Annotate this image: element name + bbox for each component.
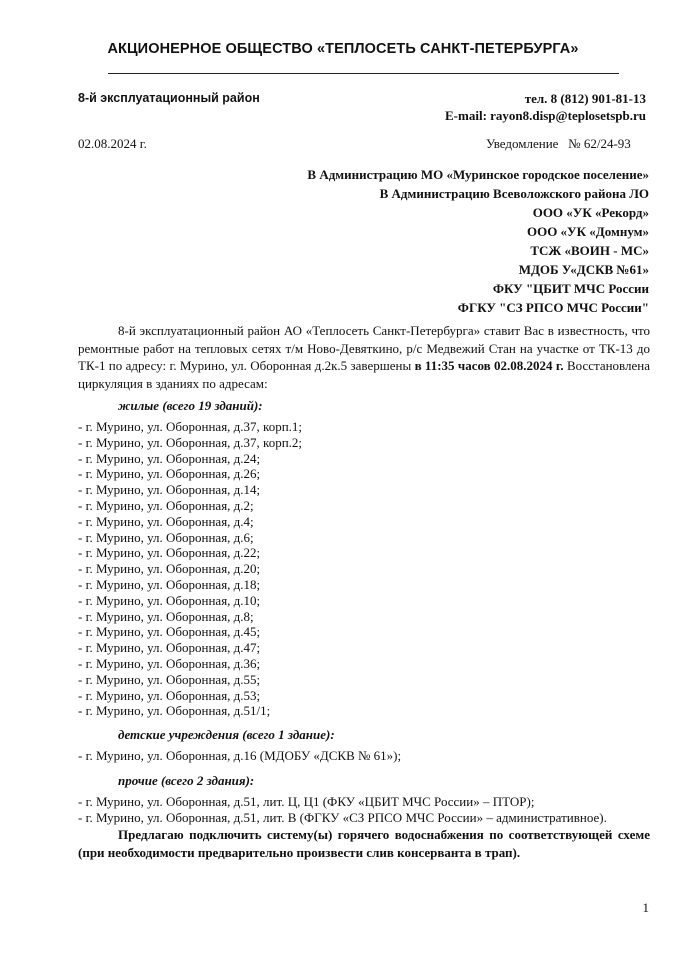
address-item: - г. Мурино, ул. Оборонная, д.37, корп.1; bbox=[78, 419, 303, 434]
page-number: 1 bbox=[642, 900, 649, 915]
addressee-line: ФГКУ "СЗ РПСО МЧС России" bbox=[457, 300, 649, 315]
addressee-line: ФКУ "ЦБИТ МЧС России bbox=[492, 281, 649, 296]
address-item: - г. Мурино, ул. Оборонная, д.26; bbox=[78, 466, 261, 482]
notice-number: Уведомление № 62/24-93 bbox=[486, 136, 631, 151]
addressee-line: МДОБ У«ДСКВ №61» bbox=[518, 262, 649, 277]
addressee-line: В Администрацию МО «Муринское городское поселение» bbox=[307, 167, 649, 182]
address-item: - г. Мурино, ул. Оборонная, д.16 (МДОБУ «ДСКВ № 61»); bbox=[78, 748, 402, 763]
residential-heading: жилые (всего 19 зданий): bbox=[118, 398, 263, 413]
address-item: - г. Мурино, ул. Оборонная, д.51/1; bbox=[78, 703, 271, 719]
address-item: - г. Мурино, ул. Оборонная, д.51, лит. Ц, Ц1 (ФКУ «ЦБИТ МЧС России» – ПТОР); bbox=[78, 794, 535, 809]
address-item: - г. Мурино, ул. Оборонная, д.53; bbox=[78, 687, 261, 703]
address-item: - г. Мурино, ул. Оборонная, д.18; bbox=[78, 576, 261, 592]
notice-paragraph bbox=[78, 322, 650, 392]
address-item: - г. Мурино, ул. Оборонная, д.6; bbox=[78, 529, 254, 545]
district-name: 8-й эксплуатационный район bbox=[78, 91, 260, 105]
address-item: - г. Мурино, ул. Оборонная, д.45; bbox=[78, 624, 261, 640]
paragraph-text: 8-й эксплуатационный район АО «Теплосеть Санкт-Петербурга» ставит Вас в известность, что ремонтные работ на тепловых сетях т/м Ново-Девяткино, р/с Медвежий Стан на участке от ТК-13 до ТК-1 по адресу: г. Мурино, ул. Оборонная д.2к.5 завершены bbox=[78, 323, 650, 373]
company-name: АКЦИОНЕРНОЕ ОБЩЕСТВО «ТЕПЛОСЕТЬ САНКТ-ПЕТЕРБУРГА» bbox=[107, 41, 579, 57]
address-item: - г. Мурино, ул. Оборонная, д.20; bbox=[78, 561, 261, 577]
addressee-block bbox=[307, 165, 649, 317]
address-item: - г. Мурино, ул. Оборонная, д.51, лит. В (ФГКУ «СЗ РПСО МЧС России» – административное). bbox=[78, 809, 607, 825]
closing-text: Предлагаю подключить систему(ы) горячего водоснабжения по соответствующей схеме (при необходимости предварительно произвести слив консерванта в трап). bbox=[78, 827, 650, 860]
address-item: - г. Мурино, ул. Оборонная, д.2; bbox=[78, 497, 254, 513]
paragraph-completion-time: в 11:35 часов 02.08.2024 г. bbox=[414, 358, 564, 373]
residential-list bbox=[78, 419, 302, 719]
address-item: - г. Мурино, ул. Оборонная, д.8; bbox=[78, 608, 254, 624]
children-list bbox=[78, 748, 401, 764]
closing-paragraph bbox=[78, 826, 650, 861]
addressee-line: ООО «УК «Рекорд» bbox=[532, 205, 649, 220]
address-item: - г. Мурино, ул. Оборонная, д.55; bbox=[78, 671, 261, 687]
address-item: - г. Мурино, ул. Оборонная, д.22; bbox=[78, 545, 261, 561]
other-list bbox=[78, 794, 607, 826]
header-divider bbox=[108, 73, 619, 74]
address-item: - г. Мурино, ул. Оборонная, д.4; bbox=[78, 513, 254, 529]
address-item: - г. Мурино, ул. Оборонная, д.10; bbox=[78, 592, 261, 608]
address-item: - г. Мурино, ул. Оборонная, д.47; bbox=[78, 640, 261, 656]
other-heading: прочие (всего 2 здания): bbox=[118, 773, 255, 788]
address-item: - г. Мурино, ул. Оборонная, д.37, корп.2; bbox=[78, 434, 303, 450]
children-heading: детские учреждения (всего 1 здание): bbox=[118, 727, 335, 742]
contact-phone: тел. 8 (812) 901-81-13 bbox=[524, 91, 646, 106]
addressee-line: В Администрацию Всеволожского района ЛО bbox=[379, 186, 649, 201]
address-item: - г. Мурино, ул. Оборонная, д.36; bbox=[78, 655, 261, 671]
contact-email: E-mail: rayon8.disp@teplosetspb.ru bbox=[445, 108, 646, 123]
address-item: - г. Мурино, ул. Оборонная, д.14; bbox=[78, 482, 261, 498]
paragraph-tail: Восстановлена циркуляция в зданиях по адресам: bbox=[78, 358, 650, 391]
document-date: 02.08.2024 г. bbox=[78, 136, 147, 151]
addressee-line: ООО «УК «Домнум» bbox=[526, 224, 649, 239]
address-item: - г. Мурино, ул. Оборонная, д.24; bbox=[78, 450, 261, 466]
addressee-line: ТСЖ «ВОИН - МС» bbox=[530, 243, 649, 258]
